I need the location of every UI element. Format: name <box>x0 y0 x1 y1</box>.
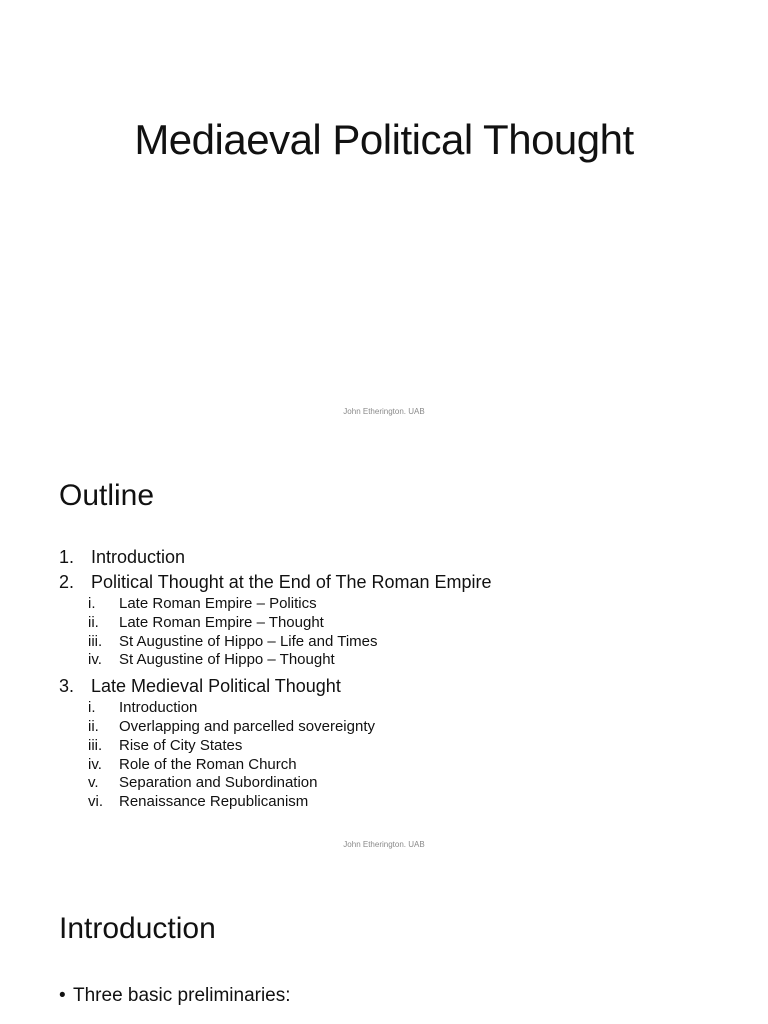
outline-subitem-text: Role of the Roman Church <box>119 755 297 773</box>
outline-item <box>59 545 492 570</box>
outline-subitem-number: iv. <box>88 651 102 669</box>
outline-sublist <box>59 699 492 812</box>
outline-subitem-number: ii. <box>88 613 99 631</box>
outline-item <box>59 674 492 812</box>
outline-item-number: 1. <box>59 547 75 567</box>
outline-item-text: Introduction <box>91 547 186 567</box>
outline-item-text: Late Medieval Political Thought <box>91 676 341 697</box>
outline-subitem <box>59 774 492 793</box>
slide-title-text: Mediaeval Political Thought <box>134 116 634 163</box>
outline-subitem-number: iv. <box>88 755 102 773</box>
outline-item-number: 2. <box>59 572 75 592</box>
outline-heading: Outline <box>59 479 155 512</box>
outline-subitem-text: St Augustine of Hippo – Thought <box>119 651 335 669</box>
outline-list <box>59 545 492 816</box>
outline-sublist <box>59 595 492 670</box>
outline-subitem-text: Overlapping and parcelled sovereignty <box>119 717 375 735</box>
outline-subitem-text: Late Roman Empire – Politics <box>119 595 317 612</box>
outline-subitem <box>59 614 492 633</box>
slide-footer: John Etherington. UAB <box>343 407 425 416</box>
outline-subitem <box>59 595 492 614</box>
outline-subitem-number: iii. <box>88 632 103 650</box>
outline-subitem-number: iii. <box>88 736 103 754</box>
outline-subitem <box>59 651 492 670</box>
outline-subitem <box>59 737 492 756</box>
outline-subitem-number: ii. <box>88 717 99 735</box>
outline-item-text: Political Thought at the End of The Roman Empire <box>91 572 492 592</box>
outline-subitem-number: i. <box>88 595 96 612</box>
bullet-icon: • <box>59 985 66 1006</box>
outline-subitem-number: vi. <box>88 793 103 811</box>
outline-subitem <box>59 793 492 812</box>
outline-item <box>59 570 492 670</box>
introduction-heading: Introduction <box>59 912 216 945</box>
outline-subitem-number: v. <box>88 774 99 792</box>
outline-subitem-text: Late Roman Empire – Thought <box>119 613 324 631</box>
outline-item-number: 3. <box>59 676 75 697</box>
outline-subitem-text: St Augustine of Hippo – Life and Times <box>119 632 378 650</box>
slide-introduction <box>0 866 768 1024</box>
outline-subitem <box>59 718 492 737</box>
outline-subitem <box>59 699 492 718</box>
outline-subitem <box>59 756 492 775</box>
slide-footer: John Etherington. UAB <box>343 840 425 849</box>
bullet-text: Three basic preliminaries: <box>73 985 291 1006</box>
slide-outline <box>0 434 768 866</box>
outline-subitem <box>59 633 492 652</box>
outline-subitem-text: Renaissance Republicanism <box>119 793 309 811</box>
outline-subitem-text: Rise of City States <box>119 736 243 754</box>
outline-subitem-text: Separation and Subordination <box>119 774 318 792</box>
bullet-item <box>59 983 291 1009</box>
outline-subitem-number: i. <box>88 699 96 717</box>
outline-subitem-text: Introduction <box>119 699 198 717</box>
slide-title <box>0 0 768 434</box>
